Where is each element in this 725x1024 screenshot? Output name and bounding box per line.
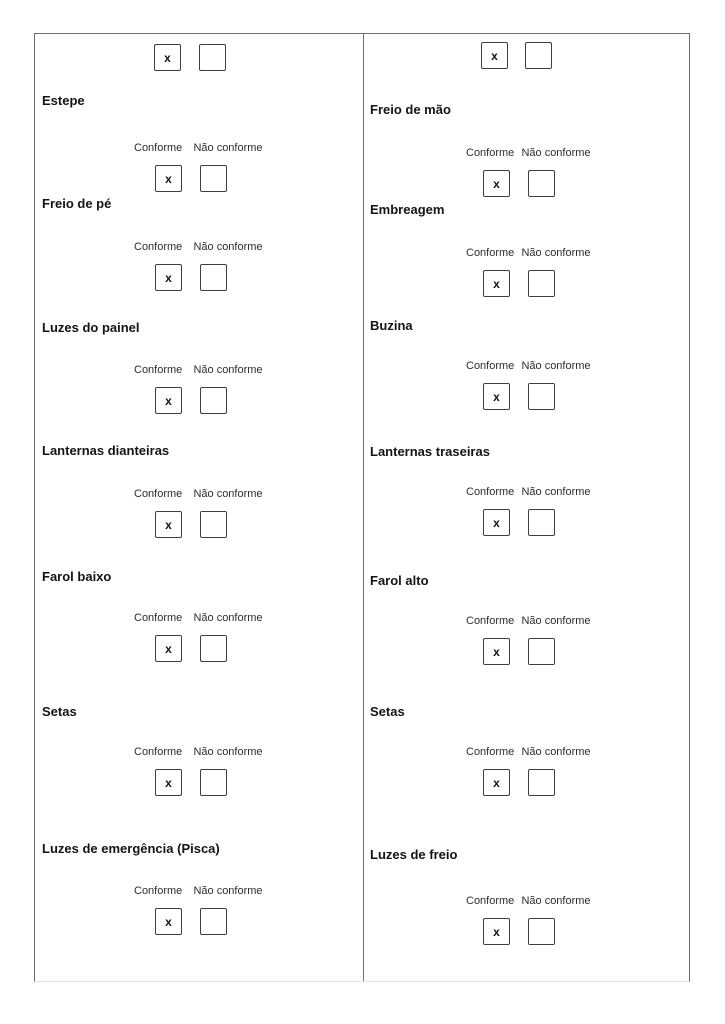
- checkbox-nao-conforme[interactable]: [528, 270, 555, 297]
- conforme-label: Conforme: [466, 360, 515, 372]
- checkbox-conforme[interactable]: [483, 270, 510, 297]
- nao-conforme-label: Não conforme: [193, 142, 263, 154]
- nao-conforme-label: Não conforme: [193, 885, 263, 897]
- x-mark: x: [165, 270, 172, 285]
- checkbox-conforme[interactable]: [483, 170, 510, 197]
- x-mark: x: [493, 515, 500, 530]
- x-mark: x: [493, 276, 500, 291]
- nao-conforme-label: Não conforme: [521, 360, 591, 372]
- x-mark: x: [493, 176, 500, 191]
- conforme-label: Conforme: [466, 486, 515, 498]
- form-page: [34, 33, 690, 982]
- conforme-label: Conforme: [134, 142, 183, 154]
- conforme-label: Conforme: [134, 885, 183, 897]
- x-mark: x: [165, 775, 172, 790]
- checkbox-nao-conforme[interactable]: [528, 509, 555, 536]
- checkbox-conforme[interactable]: [154, 44, 181, 71]
- item-title-embreagem: Embreagem: [370, 202, 445, 217]
- conforme-label: Conforme: [134, 612, 183, 624]
- conforme-label: Conforme: [466, 247, 515, 259]
- item-title-luzes-do-painel: Luzes do painel: [42, 320, 140, 335]
- checkbox-conforme[interactable]: [483, 383, 510, 410]
- item-title-farol-baixo: Farol baixo: [42, 569, 112, 584]
- x-mark: x: [165, 393, 172, 408]
- checkbox-nao-conforme[interactable]: [200, 165, 227, 192]
- x-mark: x: [165, 914, 172, 929]
- conforme-label: Conforme: [466, 746, 515, 758]
- checkbox-conforme[interactable]: [155, 908, 182, 935]
- item-title-lanternas-traseiras: Lanternas traseiras: [370, 444, 490, 459]
- checkbox-nao-conforme[interactable]: [200, 769, 227, 796]
- checkbox-conforme[interactable]: [483, 638, 510, 665]
- item-title-freio-de-pe: Freio de pé: [42, 196, 112, 211]
- nao-conforme-label: Não conforme: [193, 746, 263, 758]
- item-title-freio-de-mao: Freio de mão: [370, 102, 451, 117]
- conforme-label: Conforme: [466, 147, 515, 159]
- checkbox-nao-conforme[interactable]: [200, 908, 227, 935]
- item-title-estepe: Estepe: [42, 93, 85, 108]
- x-mark: x: [493, 644, 500, 659]
- x-mark: x: [493, 389, 500, 404]
- x-mark: x: [165, 641, 172, 656]
- item-title-buzina: Buzina: [370, 318, 413, 333]
- item-title-luzes-de-emergencia: Luzes de emergência (Pisca): [42, 841, 220, 856]
- checkbox-conforme[interactable]: [481, 42, 508, 69]
- nao-conforme-label: Não conforme: [193, 612, 263, 624]
- checkbox-conforme[interactable]: [155, 387, 182, 414]
- conforme-label: Conforme: [466, 615, 515, 627]
- x-mark: x: [165, 517, 172, 532]
- checkbox-nao-conforme[interactable]: [525, 42, 552, 69]
- nao-conforme-label: Não conforme: [521, 147, 591, 159]
- nao-conforme-label: Não conforme: [521, 486, 591, 498]
- conforme-label: Conforme: [134, 241, 183, 253]
- checkbox-nao-conforme[interactable]: [528, 918, 555, 945]
- checkbox-nao-conforme[interactable]: [200, 264, 227, 291]
- checkbox-conforme[interactable]: [155, 511, 182, 538]
- conforme-label: Conforme: [466, 895, 515, 907]
- checkbox-conforme[interactable]: [483, 509, 510, 536]
- checkbox-nao-conforme[interactable]: [528, 170, 555, 197]
- x-mark: x: [491, 48, 498, 63]
- x-mark: x: [165, 171, 172, 186]
- x-mark: x: [493, 775, 500, 790]
- checkbox-nao-conforme[interactable]: [200, 635, 227, 662]
- checkbox-nao-conforme[interactable]: [528, 638, 555, 665]
- nao-conforme-label: Não conforme: [521, 746, 591, 758]
- checkbox-conforme[interactable]: [155, 165, 182, 192]
- nao-conforme-label: Não conforme: [521, 895, 591, 907]
- conforme-label: Conforme: [134, 488, 183, 500]
- checkbox-nao-conforme[interactable]: [528, 383, 555, 410]
- checkbox-conforme[interactable]: [483, 918, 510, 945]
- checkbox-nao-conforme[interactable]: [200, 511, 227, 538]
- checkbox-nao-conforme[interactable]: [200, 387, 227, 414]
- column-divider: [363, 34, 364, 981]
- checkbox-conforme[interactable]: [483, 769, 510, 796]
- checkbox-conforme[interactable]: [155, 264, 182, 291]
- item-title-luzes-de-freio: Luzes de freio: [370, 847, 458, 862]
- nao-conforme-label: Não conforme: [521, 615, 591, 627]
- item-title-setas-left: Setas: [42, 704, 77, 719]
- nao-conforme-label: Não conforme: [193, 488, 263, 500]
- x-mark: x: [164, 50, 171, 65]
- nao-conforme-label: Não conforme: [521, 247, 591, 259]
- checkbox-conforme[interactable]: [155, 769, 182, 796]
- item-title-setas-right: Setas: [370, 704, 405, 719]
- nao-conforme-label: Não conforme: [193, 364, 263, 376]
- conforme-label: Conforme: [134, 364, 183, 376]
- checkbox-conforme[interactable]: [155, 635, 182, 662]
- conforme-label: Conforme: [134, 746, 183, 758]
- item-title-farol-alto: Farol alto: [370, 573, 429, 588]
- item-title-lanternas-dianteiras: Lanternas dianteiras: [42, 443, 170, 458]
- nao-conforme-label: Não conforme: [193, 241, 263, 253]
- checkbox-nao-conforme[interactable]: [199, 44, 226, 71]
- checkbox-nao-conforme[interactable]: [528, 769, 555, 796]
- x-mark: x: [493, 924, 500, 939]
